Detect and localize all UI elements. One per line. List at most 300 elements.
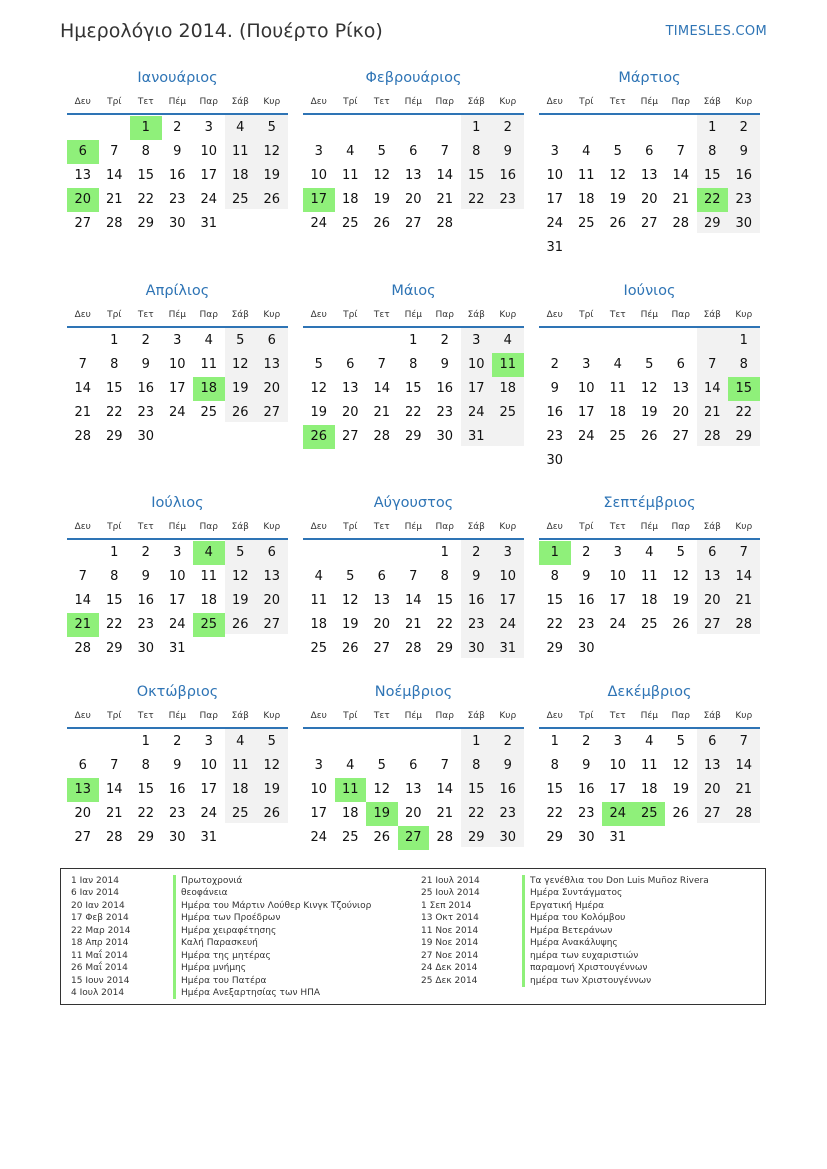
day-cell: 26 (672, 806, 690, 821)
day-cell: 2 (141, 333, 150, 348)
weekday-label: Δευ (74, 711, 91, 721)
day-cell: 28 (735, 806, 753, 821)
day-cell: 23 (546, 429, 564, 444)
holiday-date: 11 Νοε 2014 (421, 925, 479, 936)
holiday-name: Πρωτοχρονιά (173, 875, 371, 887)
holiday-name: Ημέρα του Πατέρα (173, 975, 371, 987)
day-cell: 6 (78, 758, 87, 773)
day-cell: 14 (105, 168, 123, 183)
weekday-label: Τρί (579, 97, 594, 107)
day-cell: 9 (141, 569, 150, 584)
day-cell: 29 (105, 641, 123, 656)
day-cell: 7 (377, 357, 386, 372)
day-cell: 21 (703, 405, 721, 420)
weekday-label: Σάβ (231, 522, 249, 532)
weekday-label: Πέμ (640, 711, 658, 721)
holiday-date: 13 Οκτ 2014 (421, 913, 479, 924)
day-cell: 6 (708, 545, 717, 560)
day-cell: 22 (735, 405, 753, 420)
day-cell: 4 (236, 120, 245, 135)
day-cell: 29 (137, 216, 155, 231)
weekday-label: Δευ (546, 711, 563, 721)
day-cell: 19 (310, 405, 328, 420)
weekday-label: Σάβ (467, 522, 485, 532)
day-cell: 8 (708, 144, 717, 159)
day-cell: 27 (640, 216, 658, 231)
day-cell: 11 (310, 593, 328, 608)
day-cell: 4 (582, 144, 591, 159)
day-cell: 7 (110, 144, 119, 159)
day-cell: 5 (236, 545, 245, 560)
holiday-day-cell: 13 (67, 778, 99, 802)
day-cell: 20 (703, 782, 721, 797)
day-cell: 3 (173, 333, 182, 348)
day-cell: 22 (137, 806, 155, 821)
day-cell: 6 (645, 144, 654, 159)
day-cell: 27 (74, 216, 92, 231)
weekday-label: Παρ (199, 711, 218, 721)
weekday-label: Τετ (137, 711, 154, 721)
holiday-day-cell: 25 (634, 802, 666, 826)
day-cell: 25 (231, 806, 249, 821)
day-cell: 18 (341, 192, 359, 207)
day-cell: 2 (141, 545, 150, 560)
weekday-label: Παρ (671, 310, 690, 320)
day-cell: 25 (310, 641, 328, 656)
day-cell: 13 (373, 593, 391, 608)
day-cell: 26 (263, 806, 281, 821)
weekday-label: Τετ (373, 97, 390, 107)
day-cell: 27 (263, 617, 281, 632)
holiday-name: θεοφάνεια (173, 887, 371, 899)
day-cell: 11 (609, 381, 627, 396)
day-cell: 11 (640, 569, 658, 584)
day-cell: 5 (377, 758, 386, 773)
day-cell: 28 (105, 830, 123, 845)
holiday-name: παραμονή Χριστουγέννων (522, 962, 709, 974)
holiday-name: Ημέρα μνήμης (173, 962, 371, 974)
weekday-label: Τρί (579, 522, 594, 532)
month-name: Ιανουάριος (137, 70, 218, 86)
day-cell: 12 (310, 381, 328, 396)
day-cell: 21 (436, 192, 454, 207)
day-cell: 11 (231, 758, 249, 773)
day-cell: 29 (137, 830, 155, 845)
weekday-label: Κυρ (499, 97, 517, 107)
day-cell: 26 (231, 405, 249, 420)
weekday-label: Τετ (137, 522, 154, 532)
weekday-label: Παρ (671, 522, 690, 532)
day-cell: 9 (582, 758, 591, 773)
holiday-day-cell: 24 (602, 802, 634, 826)
day-cell: 2 (440, 333, 449, 348)
day-cell: 15 (546, 782, 564, 797)
holiday-name: Ημέρα Βετεράνων (522, 925, 709, 937)
weekday-label: Κυρ (735, 97, 753, 107)
day-cell: 8 (141, 144, 150, 159)
day-cell: 12 (231, 569, 249, 584)
weekday-header (67, 522, 288, 538)
day-cell: 5 (676, 734, 685, 749)
day-cell: 23 (499, 192, 517, 207)
holiday-names-col-1 (173, 875, 371, 999)
day-cell: 12 (672, 569, 690, 584)
day-cell: 14 (373, 381, 391, 396)
day-cell: 22 (546, 617, 564, 632)
day-cell: 5 (314, 357, 323, 372)
weekday-label: Κυρ (735, 522, 753, 532)
weekday-label: Κυρ (499, 522, 517, 532)
day-cell: 29 (546, 830, 564, 845)
day-cell: 28 (436, 830, 454, 845)
month-name: Δεκέμβριος (607, 684, 692, 700)
holiday-date: 11 Μαΐ 2014 (71, 950, 128, 961)
day-cell: 23 (735, 192, 753, 207)
day-cell: 29 (436, 641, 454, 656)
day-cell: 31 (168, 641, 186, 656)
day-cell: 10 (577, 381, 595, 396)
day-cell: 26 (341, 641, 359, 656)
site-link[interactable]: TIMESLES.COM (665, 24, 767, 39)
day-cell: 15 (703, 168, 721, 183)
day-cell: 7 (78, 357, 87, 372)
weekday-label: Κυρ (735, 711, 753, 721)
day-cell: 15 (137, 782, 155, 797)
day-cell: 3 (204, 120, 213, 135)
holiday-date: 18 Απρ 2014 (71, 938, 129, 949)
day-cell: 20 (640, 192, 658, 207)
day-cell: 3 (314, 144, 323, 159)
day-cell: 6 (676, 357, 685, 372)
day-cell: 17 (168, 381, 186, 396)
weekday-label: Πέμ (640, 310, 658, 320)
day-cell: 31 (467, 429, 485, 444)
day-cell: 7 (708, 357, 717, 372)
day-cell: 8 (110, 357, 119, 372)
holiday-day-cell: 18 (193, 377, 225, 401)
holiday-name: Ημέρα Συντάγματος (522, 887, 709, 899)
day-cell: 9 (503, 758, 512, 773)
weekday-label: Σάβ (231, 310, 249, 320)
day-cell: 8 (141, 758, 150, 773)
weekday-label: Σάβ (703, 522, 721, 532)
day-cell: 1 (550, 734, 559, 749)
month-name: Οκτώβριος (136, 684, 219, 700)
day-cell: 13 (404, 168, 422, 183)
day-cell: 10 (310, 782, 328, 797)
holiday-date: 25 Δεκ 2014 (421, 975, 478, 986)
day-cell: 13 (640, 168, 658, 183)
day-cell: 15 (436, 593, 454, 608)
day-cell: 15 (105, 593, 123, 608)
month-name: Απρίλιος (145, 283, 210, 299)
day-cell: 21 (105, 192, 123, 207)
weekday-label: Παρ (671, 711, 690, 721)
holiday-day-cell: 27 (398, 826, 430, 850)
holiday-date: 22 Μαρ 2014 (71, 925, 131, 936)
weekday-label: Τετ (373, 711, 390, 721)
day-cell: 30 (577, 641, 595, 656)
day-cell: 7 (676, 144, 685, 159)
weekday-header (539, 522, 760, 538)
day-cell: 12 (231, 357, 249, 372)
day-cell: 24 (168, 405, 186, 420)
day-cell: 27 (672, 429, 690, 444)
day-cell: 12 (263, 144, 281, 159)
day-cell: 1 (110, 545, 119, 560)
holiday-day-cell: 1 (130, 116, 162, 140)
day-cell: 27 (74, 830, 92, 845)
day-cell: 20 (373, 617, 391, 632)
day-cell: 5 (236, 333, 245, 348)
day-cell: 4 (346, 758, 355, 773)
weekday-label: Σάβ (703, 97, 721, 107)
day-cell: 13 (341, 381, 359, 396)
day-cell: 29 (105, 429, 123, 444)
day-cell: 15 (467, 168, 485, 183)
day-cell: 13 (703, 569, 721, 584)
day-cell: 8 (739, 357, 748, 372)
day-cell: 5 (613, 144, 622, 159)
day-cell: 14 (404, 593, 422, 608)
day-cell: 4 (503, 333, 512, 348)
day-cell: 13 (263, 569, 281, 584)
day-cell: 28 (105, 216, 123, 231)
weekday-header (67, 310, 288, 326)
day-cell: 18 (640, 782, 658, 797)
day-cell: 16 (499, 782, 517, 797)
day-cell: 1 (739, 333, 748, 348)
day-cell: 8 (440, 569, 449, 584)
weekday-label: Τρί (579, 711, 594, 721)
holiday-day-cell: 25 (193, 613, 225, 637)
day-cell: 3 (314, 758, 323, 773)
day-cell: 21 (373, 405, 391, 420)
day-cell: 6 (346, 357, 355, 372)
weekday-label: Δευ (546, 522, 563, 532)
day-cell: 4 (346, 144, 355, 159)
weekday-label: Δευ (310, 310, 327, 320)
day-cell: 16 (467, 593, 485, 608)
day-cell: 30 (168, 830, 186, 845)
weekday-label: Παρ (199, 310, 218, 320)
day-cell: 22 (404, 405, 422, 420)
holiday-name: Ημέρα Ανακάλυψης (522, 937, 709, 949)
day-cell: 24 (577, 429, 595, 444)
day-cell: 7 (739, 734, 748, 749)
day-cell: 30 (499, 830, 517, 845)
day-cell: 28 (703, 429, 721, 444)
weekday-label: Πέμ (640, 522, 658, 532)
day-cell: 1 (472, 734, 481, 749)
day-cell: 11 (341, 168, 359, 183)
day-cell: 10 (168, 357, 186, 372)
weekday-label: Σάβ (231, 97, 249, 107)
day-cell: 24 (200, 806, 218, 821)
day-cell: 25 (499, 405, 517, 420)
day-cell: 6 (267, 545, 276, 560)
day-cell: 3 (472, 333, 481, 348)
weekday-label: Πέμ (404, 711, 422, 721)
day-cell: 21 (735, 593, 753, 608)
day-cell: 8 (472, 144, 481, 159)
holiday-name: ημέρα των Χριστουγέννων (522, 975, 709, 987)
day-cell: 2 (503, 120, 512, 135)
weekday-header (303, 711, 524, 727)
day-cell: 4 (204, 333, 213, 348)
weekday-header (67, 97, 288, 113)
weekday-label: Πέμ (404, 522, 422, 532)
day-cell: 20 (404, 806, 422, 821)
day-cell: 18 (499, 381, 517, 396)
day-cell: 29 (404, 429, 422, 444)
weekday-label: Κυρ (263, 310, 281, 320)
day-cell: 10 (609, 758, 627, 773)
day-cell: 14 (735, 569, 753, 584)
weekday-label: Πέμ (640, 97, 658, 107)
holiday-day-cell: 20 (67, 188, 99, 212)
day-cell: 20 (672, 405, 690, 420)
day-cell: 24 (310, 830, 328, 845)
day-cell: 1 (472, 120, 481, 135)
weekday-label: Σάβ (231, 711, 249, 721)
day-cell: 21 (436, 806, 454, 821)
weekday-label: Κυρ (263, 711, 281, 721)
day-cell: 15 (404, 381, 422, 396)
weekday-label: Δευ (546, 310, 563, 320)
holiday-date: 20 Ιαν 2014 (71, 900, 125, 911)
weekday-label: Παρ (435, 310, 454, 320)
day-cell: 28 (404, 641, 422, 656)
weekday-label: Τρί (107, 711, 122, 721)
day-cell: 31 (200, 216, 218, 231)
day-cell: 18 (310, 617, 328, 632)
day-cell: 21 (404, 617, 422, 632)
day-cell: 23 (467, 617, 485, 632)
day-cell: 10 (168, 569, 186, 584)
day-cell: 21 (735, 782, 753, 797)
day-cell: 8 (110, 569, 119, 584)
day-cell: 16 (168, 168, 186, 183)
day-cell: 1 (440, 545, 449, 560)
day-cell: 15 (546, 593, 564, 608)
day-cell: 22 (137, 192, 155, 207)
day-cell: 30 (546, 453, 564, 468)
day-cell: 31 (609, 830, 627, 845)
day-cell: 4 (645, 545, 654, 560)
day-cell: 22 (436, 617, 454, 632)
weekday-label: Παρ (435, 711, 454, 721)
day-cell: 13 (703, 758, 721, 773)
holiday-day-cell: 19 (366, 802, 398, 826)
day-cell: 18 (231, 782, 249, 797)
day-cell: 17 (168, 593, 186, 608)
holiday-name: Ημέρα των Προέδρων (173, 912, 371, 924)
holiday-date: 24 Δεκ 2014 (421, 963, 478, 974)
day-cell: 3 (613, 545, 622, 560)
day-cell: 5 (676, 545, 685, 560)
day-cell: 29 (735, 429, 753, 444)
day-cell: 11 (577, 168, 595, 183)
month-name: Αύγουστος (373, 495, 454, 511)
day-cell: 11 (231, 144, 249, 159)
day-cell: 26 (373, 830, 391, 845)
day-cell: 8 (472, 758, 481, 773)
weekday-label: Τετ (609, 97, 626, 107)
day-cell: 24 (310, 216, 328, 231)
day-cell: 28 (436, 216, 454, 231)
day-cell: 10 (467, 357, 485, 372)
holiday-day-cell: 17 (303, 188, 335, 212)
day-cell: 10 (200, 758, 218, 773)
month-name: Φεβρουάριος (365, 70, 462, 86)
day-cell: 12 (263, 758, 281, 773)
day-cell: 17 (310, 806, 328, 821)
weekday-label: Παρ (671, 97, 690, 107)
day-cell: 12 (373, 168, 391, 183)
day-cell: 25 (341, 216, 359, 231)
day-cell: 23 (137, 405, 155, 420)
day-cell: 24 (168, 617, 186, 632)
day-cell: 15 (467, 782, 485, 797)
day-cell: 5 (346, 569, 355, 584)
day-cell: 4 (236, 734, 245, 749)
day-cell: 7 (739, 545, 748, 560)
day-cell: 6 (409, 758, 418, 773)
day-cell: 7 (409, 569, 418, 584)
day-cell: 23 (137, 617, 155, 632)
day-cell: 14 (703, 381, 721, 396)
day-cell: 22 (546, 806, 564, 821)
holiday-day-cell: 15 (728, 377, 760, 401)
day-cell: 19 (609, 192, 627, 207)
day-cell: 20 (341, 405, 359, 420)
day-cell: 19 (672, 782, 690, 797)
day-cell: 3 (550, 144, 559, 159)
weekday-label: Πέμ (168, 97, 186, 107)
day-cell: 2 (739, 120, 748, 135)
day-cell: 19 (263, 168, 281, 183)
weekday-label: Σάβ (703, 310, 721, 320)
weekday-label: Παρ (199, 522, 218, 532)
holiday-name: Ημέρα της μητέρας (173, 950, 371, 962)
weekday-header (303, 522, 524, 538)
day-cell: 14 (436, 782, 454, 797)
day-cell: 17 (467, 381, 485, 396)
weekday-header (539, 310, 760, 326)
day-cell: 1 (409, 333, 418, 348)
weekday-label: Σάβ (467, 711, 485, 721)
day-cell: 27 (703, 806, 721, 821)
day-cell: 6 (708, 734, 717, 749)
month-name: Μάρτιος (618, 70, 681, 86)
day-cell: 25 (231, 192, 249, 207)
day-cell: 12 (341, 593, 359, 608)
day-cell: 13 (74, 168, 92, 183)
day-cell: 18 (231, 168, 249, 183)
day-cell: 14 (672, 168, 690, 183)
page-title: Ημερολόγιο 2014. (Πουέρτο Ρίκο) (60, 20, 383, 42)
weekday-label: Σάβ (467, 310, 485, 320)
day-cell: 2 (173, 734, 182, 749)
day-cell: 21 (672, 192, 690, 207)
day-cell: 1 (708, 120, 717, 135)
holiday-name: Εργατική Ημέρα (522, 900, 709, 912)
weekday-label: Τετ (137, 310, 154, 320)
day-cell: 19 (263, 782, 281, 797)
day-cell: 14 (105, 782, 123, 797)
day-cell: 23 (168, 806, 186, 821)
